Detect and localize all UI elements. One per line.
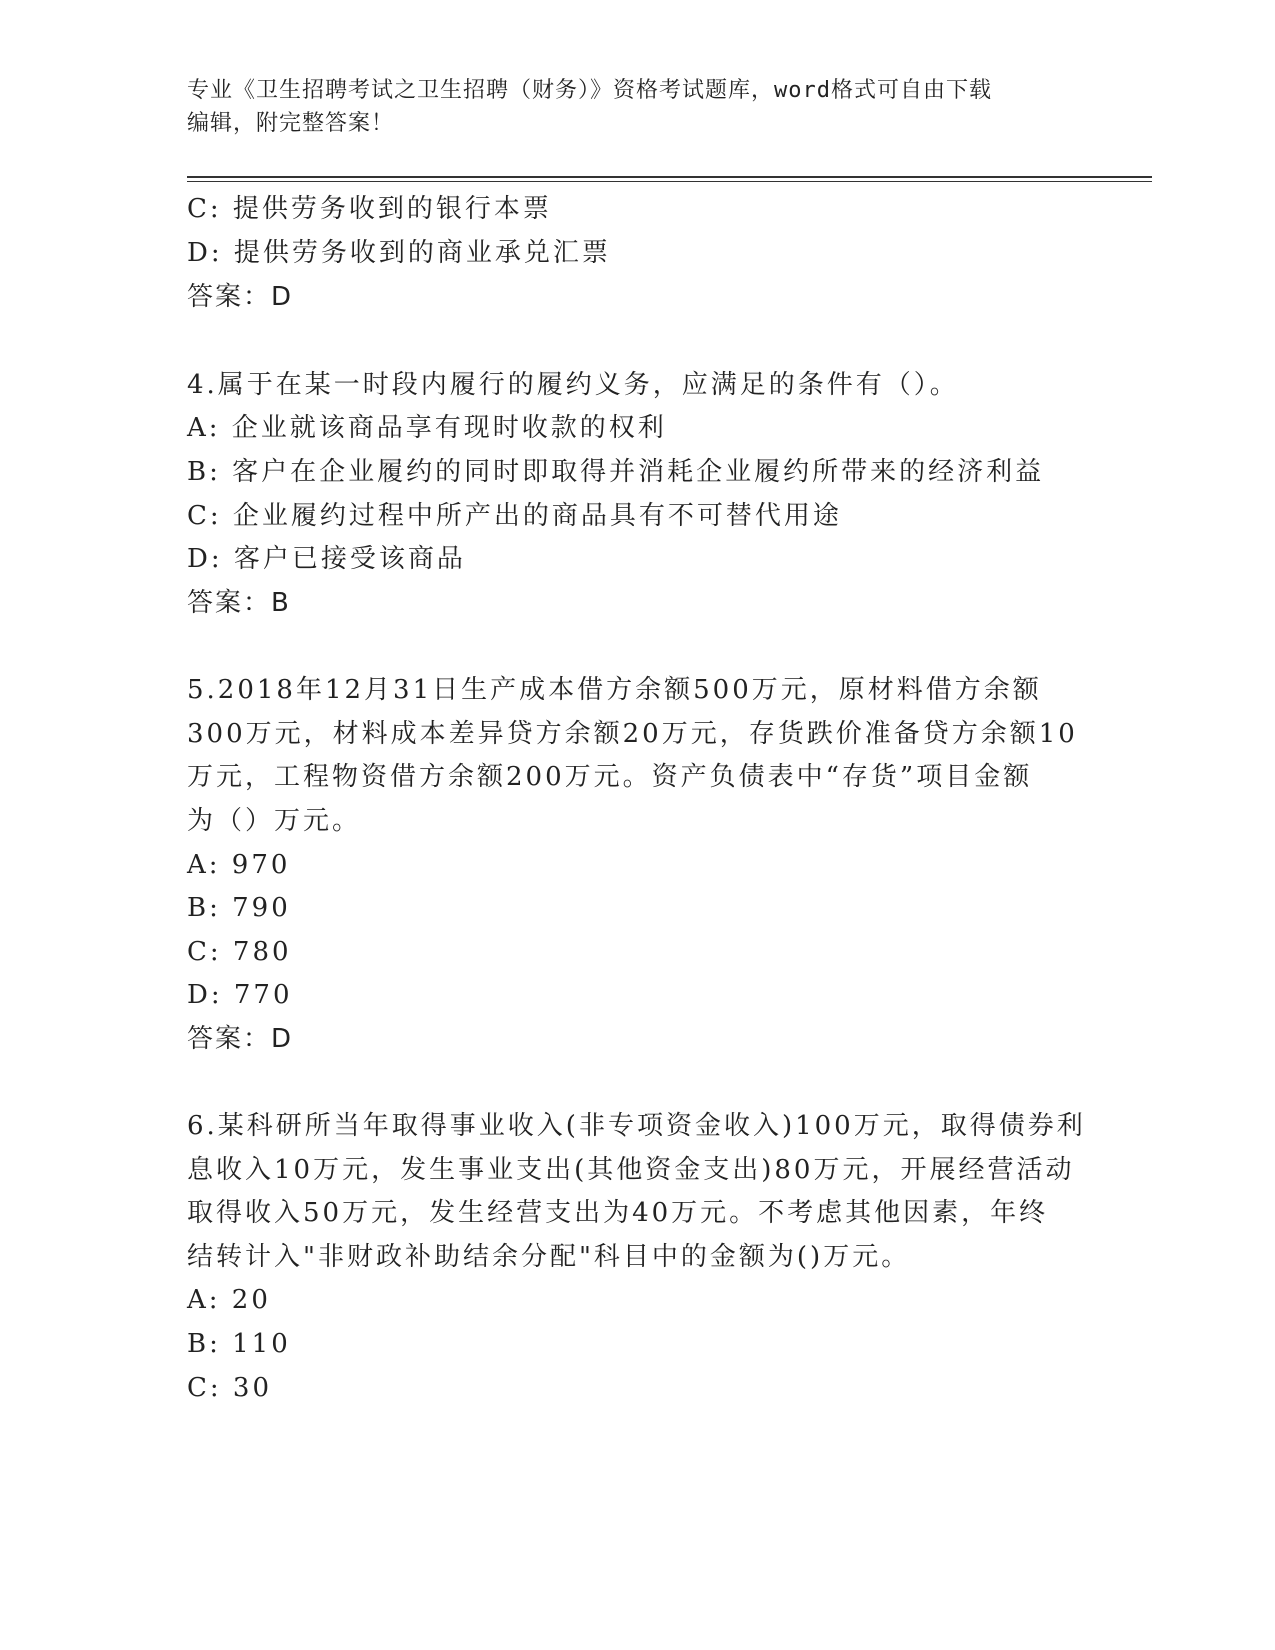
q4-option-d: D: 客户已接受该商品 xyxy=(187,544,466,574)
q6-question-line-3: 取得收入50万元，发生经营支出为40万元。不考虑其他因素，年终 xyxy=(187,1198,1049,1228)
q5-option-d: D: 770 xyxy=(187,980,293,1010)
q5-question-line-1: 5.2018年12月31日生产成本借方余额500万元，原材料借方余额 xyxy=(187,675,1042,705)
q4-answer: 答案：B xyxy=(187,588,291,618)
q6-option-a: A: 20 xyxy=(187,1285,271,1315)
header-line-2: 编辑，附完整答案！ xyxy=(187,111,395,136)
document-header xyxy=(187,74,1067,140)
q5-option-a: A: 970 xyxy=(187,850,291,880)
q3-option-d: D: 提供劳务收到的商业承兑汇票 xyxy=(187,238,611,268)
q6-question-line-1: 6.某科研所当年取得事业收入(非专项资金收入)100万元，取得债券利 xyxy=(187,1111,1086,1141)
header-divider-thick xyxy=(187,176,1152,178)
q5-question-line-2: 300万元，材料成本差异贷方余额20万元，存货跌价准备贷方余额10 xyxy=(187,719,1078,749)
q5-option-b: B: 790 xyxy=(187,893,291,923)
q5-option-c: C: 780 xyxy=(187,937,292,967)
header-divider-thin xyxy=(187,181,1152,182)
q5-answer: 答案：D xyxy=(187,1024,294,1054)
q3-option-c: C: 提供劳务收到的银行本票 xyxy=(187,194,552,224)
q4-option-c: C: 企业履约过程中所产出的商品具有不可替代用途 xyxy=(187,501,842,531)
q3-answer: 答案：D xyxy=(187,282,294,312)
q4-question: 4.属于在某一时段内履行的履约义务，应满足的条件有（）。 xyxy=(187,370,959,400)
q4-option-a: A: 企业就该商品享有现时收款的权利 xyxy=(187,413,667,443)
q6-option-b: B: 110 xyxy=(187,1329,291,1359)
header-line-1: 专业《卫生招聘考试之卫生招聘（财务）》资格考试题库，word格式可自由下载 xyxy=(187,78,992,103)
q5-question-line-3: 万元，工程物资借方余额200万元。资产负债表中“存货”项目金额 xyxy=(187,762,1033,792)
q5-question-line-4: 为（）万元。 xyxy=(187,806,362,836)
q6-question-line-2: 息收入10万元，发生事业支出(其他资金支出)80万元，开展经营活动 xyxy=(187,1155,1075,1185)
q6-option-c: C: 30 xyxy=(187,1373,273,1403)
q4-option-b: B: 客户在企业履约的同时即取得并消耗企业履约所带来的经济利益 xyxy=(187,457,1045,487)
q6-question-line-4: 结转计入"非财政补助结余分配"科目中的金额为()万元。 xyxy=(187,1242,911,1272)
